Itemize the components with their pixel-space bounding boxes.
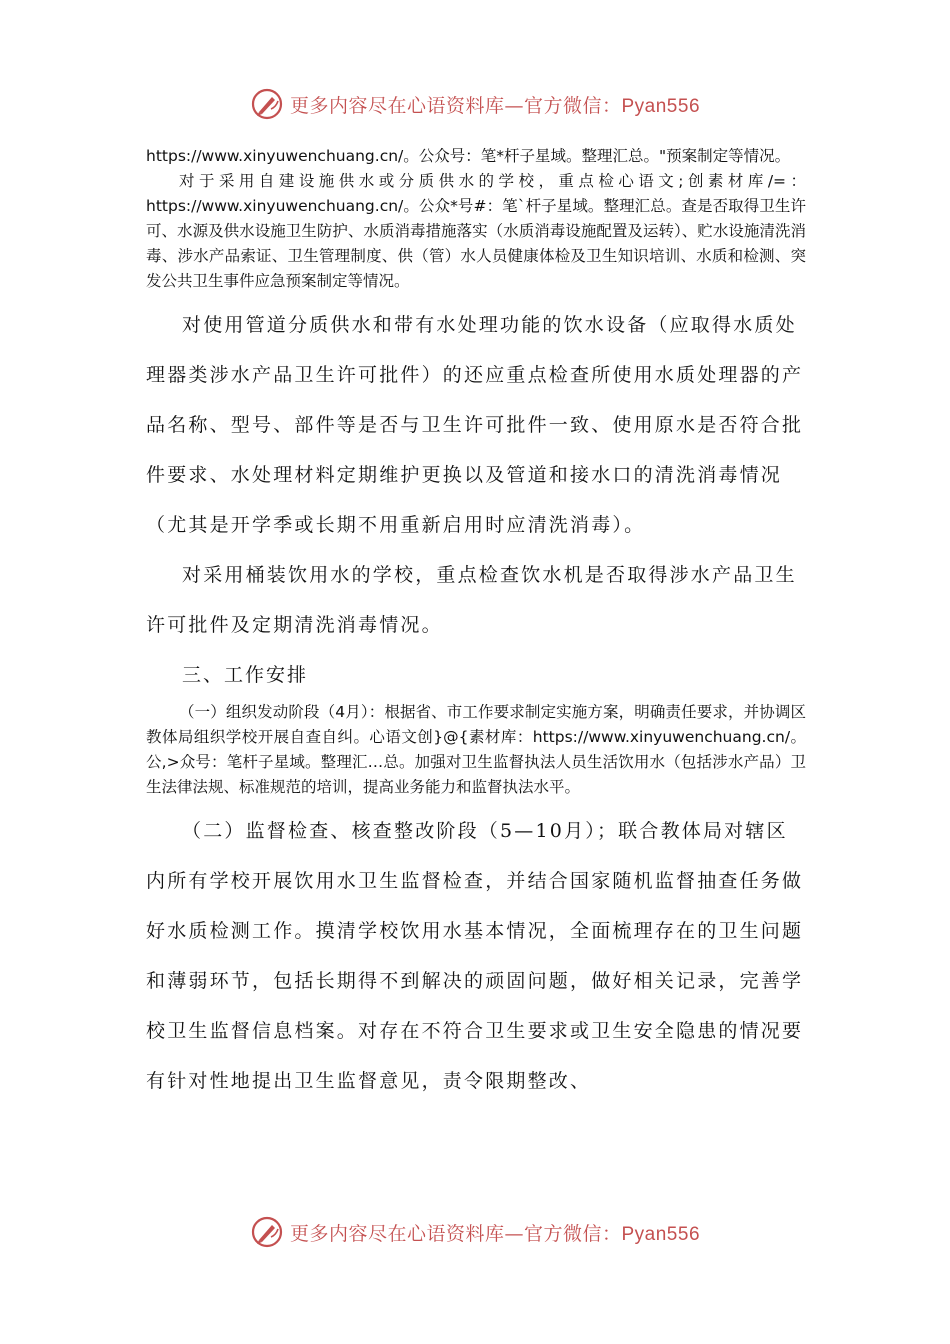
pen-logo-icon: [250, 1215, 284, 1249]
banner-text: 更多内容尽在心语资料库—官方微信：: [289, 1222, 622, 1245]
paragraph-4: 对采用桶装饮用水的学校，重点检查饮水机是否取得涉水产品卫生许可批件及定期清洗消毒情况。: [146, 564, 797, 636]
banner-wechat-id: Pyan556: [621, 95, 701, 117]
paragraph-1: https://www.xinyuwenchuang.cn/。公众号：笔*杆子星域。整理汇总。"预案制定等情况。: [146, 147, 791, 165]
document-body: [146, 144, 806, 1106]
paragraph-5: （一）组织发动阶段（4月）：根据省、市工作要求制定实施方案，明确责任要求，并协调区教体局组织学校开展自查自纠。心语文创}@{素材库：https://www.xinyuwenchuang.cn/。公,>众号：笔杆子星域。整理汇…总。加强对卫生监督执法人员生活饮用水（包括涉水产品）卫生法律法规、标准规范的培训，提高业务能力和监督执法水平。: [146, 703, 806, 796]
paragraph-6: （二）监督检查、核查整改阶段（5—10月）；联合教体局对辖区内所有学校开展饮用水卫生监督检查，并结合国家随机监督抽查任务做好水质检测工作。摸清学校饮用水基本情况，全面梳理存在的卫生问题和薄弱环节，包括长期得不到解决的顽固问题，做好相关记录，完善学校卫生监督信息档案。对存在不符合卫生要求或卫生安全隐患的情况要有针对性地提出卫生监督意见，责令限期整改、: [146, 820, 804, 1092]
banner-wechat-id: Pyan556: [621, 1223, 701, 1245]
section-heading: 三、工作安排: [182, 664, 309, 686]
header-banner: [0, 84, 950, 124]
footer-banner: [0, 1212, 950, 1252]
banner-text: 更多内容尽在心语资料库—官方微信：: [289, 94, 622, 117]
paragraph-3: 对使用管道分质供水和带有水处理功能的饮水设备（应取得水质处理器类涉水产品卫生许可批件）的还应重点检查所使用水质处理器的产品名称、型号、部件等是否与卫生许可批件一致、使用原水是否符合批件要求、水处理材料定期维护更换以及管道和接水口的清洗消毒情况（尤其是开学季或长期不用重新启用时应清洗消毒）。: [146, 314, 804, 536]
paragraph-2: 对于采用自建设施供水或分质供水的学校，重点检心语文;创素材库/=：https://www.xinyuwenchuang.cn/。公众*号#：笔`杆子星域。整理汇总。查是否取得卫生许可、水源及供水设施卫生防护、水质消毒措施落实（水质消毒设施配置及运转）、贮水设施清洗消毒、涉水产品索证、卫生管理制度、供（管）水人员健康体检及卫生知识培训、水质和检测、突发公共卫生事件应急预案制定等情况。: [146, 172, 806, 290]
pen-logo-icon: [250, 87, 284, 121]
